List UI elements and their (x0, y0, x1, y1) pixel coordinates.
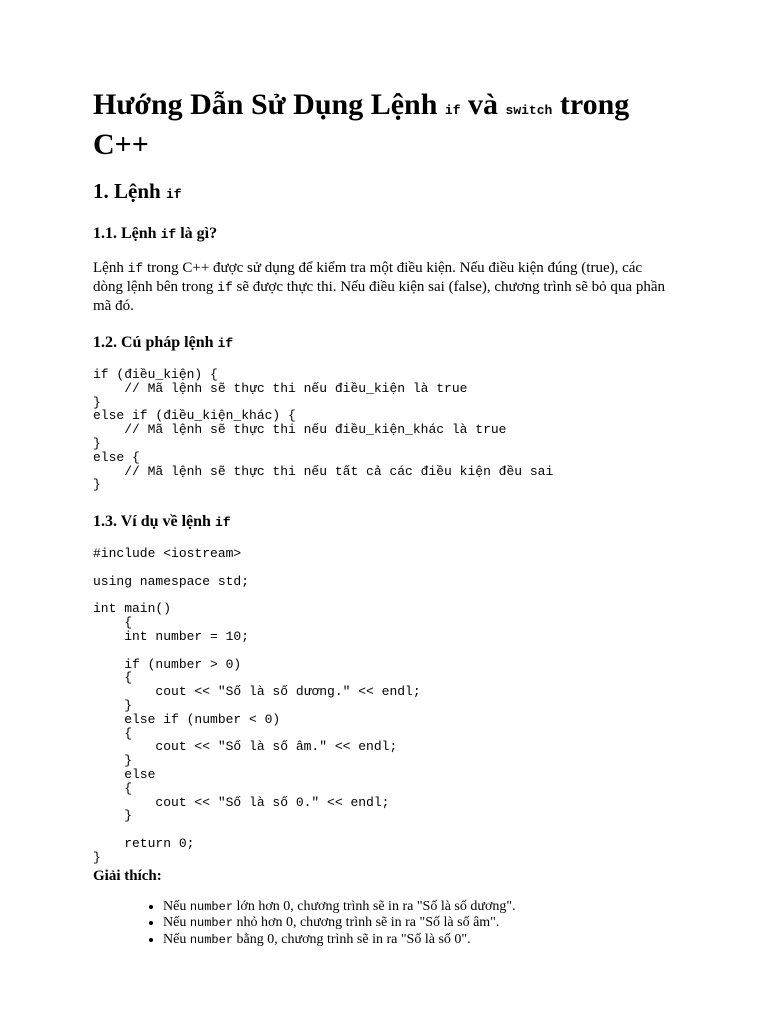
paragraph-if-description (93, 259, 673, 315)
list-item (163, 932, 673, 949)
subsection-heading-example (93, 512, 673, 533)
section-heading-if (93, 178, 673, 208)
page-title (93, 88, 673, 162)
title-code-switch: switch (505, 103, 553, 118)
inline-code-number: number (189, 932, 234, 947)
inline-code-number: number (189, 899, 234, 914)
subsection-heading-text: 1.3. Ví dụ về lệnh (93, 513, 215, 531)
title-text-mid: và (460, 88, 506, 121)
subsection-heading-text-post: là gì? (176, 225, 218, 242)
list-item-text-post: lớn hơn 0, chương trình sẽ in ra "Số là số dương". (233, 898, 516, 914)
paragraph-text-b: trong C++ được sử dụng để kiểm tra một điều kiện. Nếu điều kiện đúng (true), các dòng lệnh bên trong (93, 260, 643, 295)
subsection-heading-syntax (93, 333, 673, 354)
list-item (163, 915, 673, 932)
code-block-example: #include <iostream> using namespace std; int main() { int number = 10; if (number > 0) { cout << "Số là số dương." << endl; } else if (number < 0) { cout << "Số là số âm." << endl; } else { cout << "Số là số 0." << endl; } return 0; } (93, 546, 421, 865)
subsection-heading-what-is-if (93, 224, 673, 245)
explanation-list (93, 899, 673, 949)
list-item-text-post: bằng 0, chương trình sẽ in ra "Số là số 0". (233, 931, 471, 947)
section-heading-code: if (165, 187, 182, 202)
paragraph-text-a: Lệnh (93, 260, 128, 276)
list-item-text-post: nhỏ hơn 0, chương trình sẽ in ra "Số là số âm". (233, 915, 500, 930)
title-text-post: trong C++ (93, 88, 630, 161)
section-heading-text: 1. Lệnh (93, 179, 166, 203)
list-item-text-pre: Nếu (163, 898, 190, 914)
inline-code-if-1: if (127, 261, 144, 276)
subsection-heading-text-pre: 1.1. Lệnh (93, 225, 161, 242)
title-text-pre: Hướng Dẫn Sử Dụng Lệnh (93, 88, 445, 121)
code-block-syntax: if (điều_kiện) { // Mã lệnh sẽ thực thi nếu điều_kiện là true } else if (điều_kiện_khác) { // Mã lệnh sẽ thực thi nếu điều_kiện_khác là true } else { // Mã lệnh sẽ thực thi nếu tất cả các điều kiện đều sai } (93, 367, 554, 493)
inline-code-number: number (189, 916, 234, 930)
list-item (163, 899, 673, 916)
subsection-heading-code: if (217, 336, 234, 351)
paragraph-text-c: sẽ được thực thi. Nếu điều kiện sai (false), chương trình sẽ bỏ qua phần mã đó. (93, 279, 665, 314)
list-item-text-pre: Nếu (163, 915, 190, 930)
subsection-heading-code: if (214, 515, 231, 531)
document-page (93, 88, 673, 948)
subsection-heading-text: 1.2. Cú pháp lệnh (93, 334, 218, 351)
title-code-if: if (444, 103, 461, 118)
subsection-heading-code: if (160, 227, 177, 242)
explanation-label: Giải thích: (93, 867, 162, 884)
inline-code-if-2: if (217, 280, 233, 295)
list-item-text-pre: Nếu (163, 931, 190, 947)
